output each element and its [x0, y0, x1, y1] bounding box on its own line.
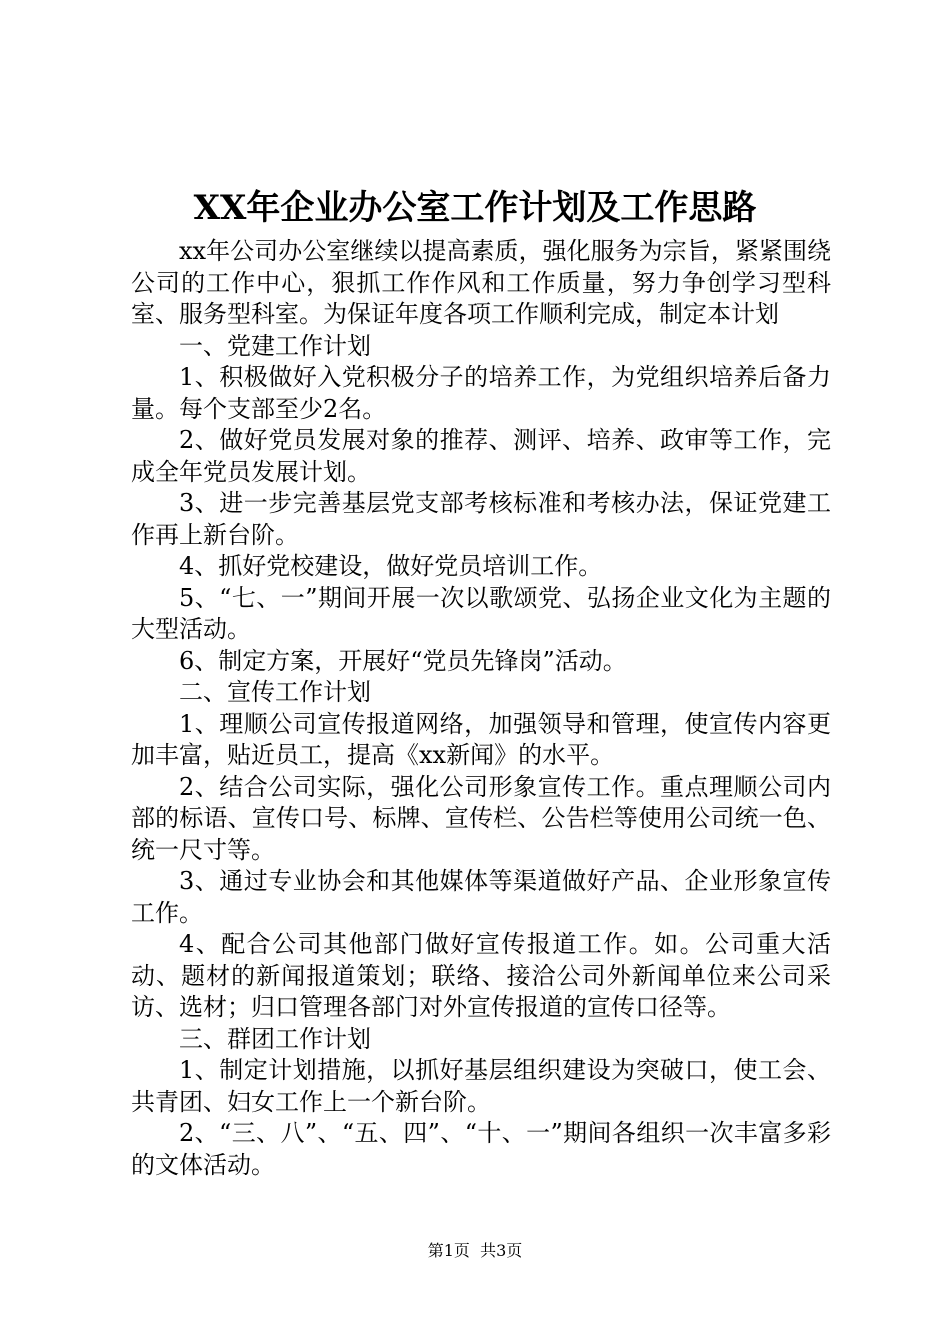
section-heading-publicity: 二、宣传工作计划 [179, 678, 371, 706]
paragraph: 2、结合公司实际，强化公司形象宣传工作。重点理顺公司内部的标语、宣传口号、标牌、宣传栏、公告栏等使用公司统一色、统一尺寸等。 [131, 772, 831, 864]
page-footer: 第1页 共3页 [427, 1241, 523, 1260]
paragraph: 1、积极做好入党积极分子的培养工作，为党组织培养后备力量。每个支部至少2名。 [131, 363, 831, 423]
paragraph: 3、进一步完善基层党支部考核标准和考核办法，保证党建工作再上新台阶。 [131, 489, 831, 549]
paragraph: 5、“七、一”期间开展一次以歌颂党、弘扬企业文化为主题的大型活动。 [131, 583, 831, 643]
paragraph: 3、通过专业协会和其他媒体等渠道做好产品、企业形象宣传工作。 [131, 867, 831, 927]
paragraph: 4、抓好党校建设，做好党员培训工作。 [179, 552, 603, 580]
section-heading-party: 一、党建工作计划 [179, 331, 371, 360]
paragraph: 2、“三、八”、“五、四”、“十、一”期间各组织一次丰富多彩的文体活动。 [131, 1119, 831, 1179]
paragraph: 6、制定方案，开展好“党员先锋岗”活动。 [179, 646, 627, 675]
document-body [131, 236, 831, 1181]
intro-paragraph: xx年公司办公室继续以提高素质，强化服务为宗旨，紧紧围绕公司的工作中心，狠抓工作作风和工作质量，努力争创学习型科室、服务型科室。为保证年度各项工作顺利完成，制定本计划 [131, 237, 831, 328]
paragraph: 1、理顺公司宣传报道网络，加强领导和管理，使宣传内容更加丰富，贴近员工，提高《xx新闻》的水平。 [131, 709, 831, 769]
paragraph: 2、做好党员发展对象的推荐、测评、培养、政审等工作，完成全年党员发展计划。 [131, 426, 831, 486]
paragraph: 1、制定计划措施，以抓好基层组织建设为突破口，使工会、共青团、妇女工作上一个新台阶。 [131, 1056, 831, 1116]
paragraph: 4、配合公司其他部门做好宣传报道工作。如。公司重大活动、题材的新闻报道策划；联络、接洽公司外新闻单位来公司采访、选材；归口管理各部门对外宣传报道的宣传口径等。 [131, 930, 831, 1021]
section-heading-groups: 三、群团工作计划 [179, 1024, 371, 1053]
document-title: XX年企业办公室工作计划及工作思路 [193, 188, 757, 228]
